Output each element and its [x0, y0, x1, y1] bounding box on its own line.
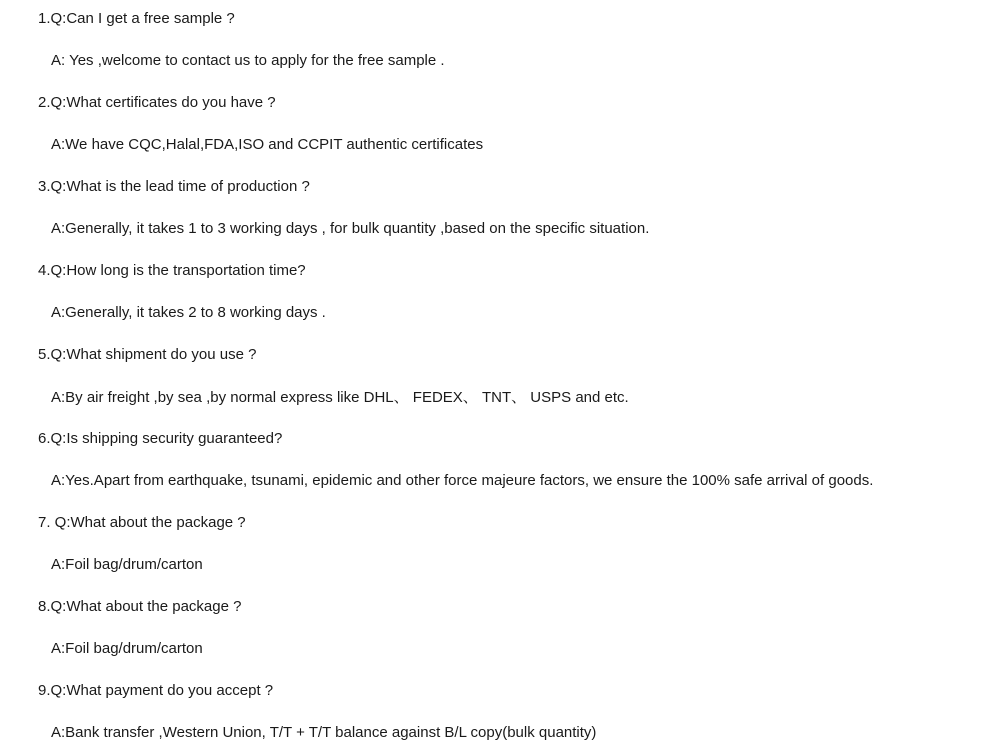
faq-answer: A:Foil bag/drum/carton — [51, 639, 203, 657]
faq-question: 1.Q:Can I get a free sample ? — [38, 9, 235, 27]
faq-item — [0, 249, 1000, 333]
faq-item — [0, 0, 1000, 81]
faq-answer: A:We have CQC,Halal,FDA,ISO and CCPIT authentic certificates — [51, 135, 484, 153]
faq-item — [0, 585, 1000, 669]
faq-question: 4.Q:How long is the transportation time? — [38, 261, 306, 279]
faq-question: 9.Q:What payment do you accept ? — [38, 681, 274, 699]
faq-item — [0, 333, 1000, 417]
faq-question: 2.Q:What certificates do you have ? — [38, 93, 276, 111]
faq-question: 3.Q:What is the lead time of production ? — [38, 177, 310, 195]
faq-question: 7. Q:What about the package ? — [38, 513, 246, 531]
faq-item — [0, 669, 1000, 750]
faq-item — [0, 165, 1000, 249]
faq-answer: A:Foil bag/drum/carton — [51, 555, 203, 573]
faq-item — [0, 501, 1000, 585]
faq-question: 8.Q:What about the package ? — [38, 597, 242, 615]
faq-question: 5.Q:What shipment do you use ? — [38, 345, 257, 363]
faq-answer: A:Bank transfer ,Western Union, T/T + T/T balance against B/L copy(bulk quantity) — [51, 723, 597, 741]
faq-answer: A: Yes ,welcome to contact us to apply for the free sample . — [51, 51, 445, 69]
faq-answer: A:Yes.Apart from earthquake, tsunami, epidemic and other force majeure factors, we ensure the 100% safe arrival of goods. — [51, 471, 874, 489]
faq-question: 6.Q:Is shipping security guaranteed? — [38, 429, 283, 447]
faq-item — [0, 417, 1000, 501]
faq-item — [0, 81, 1000, 165]
faq-answer: A:Generally, it takes 2 to 8 working days . — [51, 303, 326, 321]
faq-answer: A:By air freight ,by sea ,by normal express like DHL、 FEDEX、 TNT、 USPS and etc. — [51, 388, 629, 406]
faq-answer: A:Generally, it takes 1 to 3 working days , for bulk quantity ,based on the specific situation. — [51, 219, 650, 237]
